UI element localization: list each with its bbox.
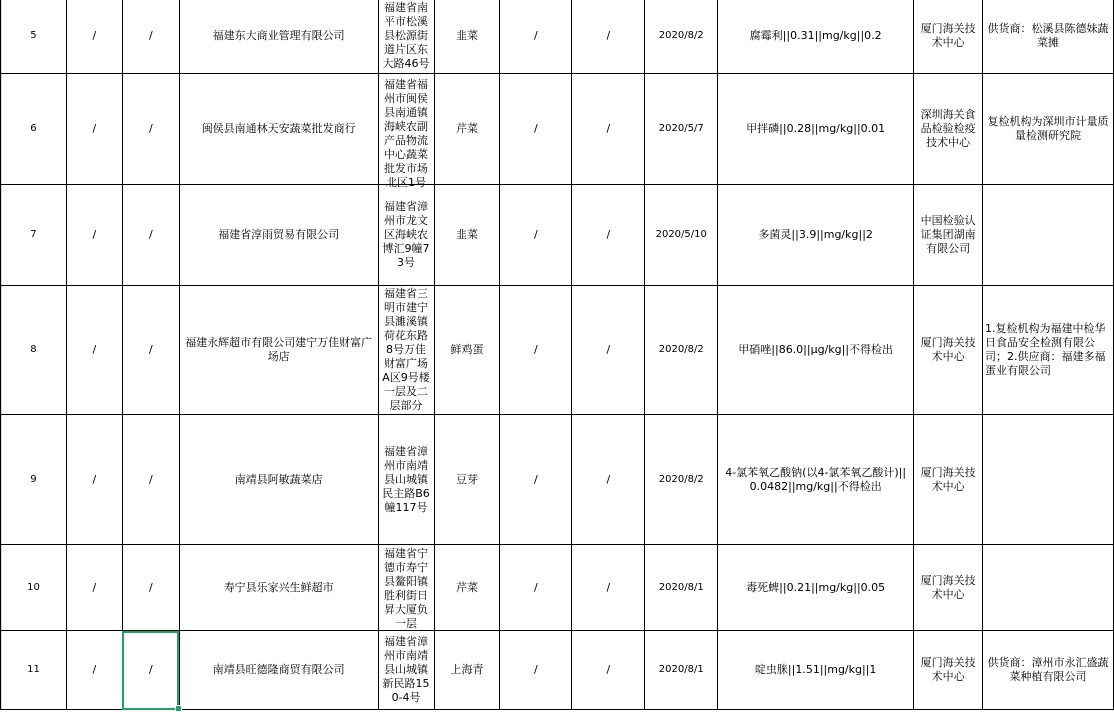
cell-date[interactable]: 2020/8/2	[645, 0, 718, 74]
cell-c3[interactable]: /	[122, 74, 179, 185]
cell-item[interactable]: 毒死蜱||0.21||mg/kg||0.05	[718, 545, 914, 631]
cell-c8[interactable]: /	[572, 415, 645, 545]
table-row	[1, 74, 1114, 185]
table-row	[1, 545, 1114, 631]
cell-product[interactable]: 韭菜	[434, 185, 500, 286]
cell-no[interactable]: 5	[1, 0, 67, 74]
cell-c3[interactable]: /	[122, 286, 179, 415]
cell-c7[interactable]: /	[500, 0, 572, 74]
cell-product[interactable]: 上海青	[434, 631, 500, 710]
cell-date[interactable]: 2020/5/7	[645, 74, 718, 185]
table-row	[1, 631, 1114, 710]
cell-note[interactable]	[983, 185, 1114, 286]
cell-note[interactable]: 1.复检机构为福建中检华日食品安全检测有限公司；2.供应商：福建多福蛋业有限公司	[983, 286, 1114, 415]
cell-note[interactable]: 复检机构为深圳市计量质量检测研究院	[983, 74, 1114, 185]
cell-no[interactable]: 6	[1, 74, 67, 185]
cell-c3[interactable]: /	[122, 545, 179, 631]
cell-no[interactable]: 10	[1, 545, 67, 631]
cell-agency[interactable]: 厦门海关技术中心	[914, 545, 983, 631]
cell-agency[interactable]: 中国检验认证集团湖南有限公司	[914, 185, 983, 286]
cell-c3[interactable]: /	[122, 415, 179, 545]
cell-c7[interactable]: /	[500, 545, 572, 631]
cell-c3[interactable]: /	[122, 0, 179, 74]
cell-product[interactable]: 豆芽	[434, 415, 500, 545]
cell-c2[interactable]: /	[66, 74, 122, 185]
cell-product[interactable]: 鲜鸡蛋	[434, 286, 500, 415]
cell-item[interactable]: 甲硝唑||86.0||μg/kg||不得检出	[718, 286, 914, 415]
cell-address[interactable]	[378, 415, 434, 545]
cell-agency[interactable]: 深圳海关食品检验检疫技术中心	[914, 74, 983, 185]
table-row	[1, 415, 1114, 545]
cell-company[interactable]: 福建东大商业管理有限公司	[179, 0, 378, 74]
cell-agency[interactable]: 厦门海关技术中心	[914, 0, 983, 74]
cell-c8[interactable]: /	[572, 0, 645, 74]
cell-c8[interactable]: /	[572, 185, 645, 286]
cell-c8[interactable]: /	[572, 545, 645, 631]
cell-no[interactable]: 9	[1, 415, 67, 545]
cell-address[interactable]	[378, 631, 434, 710]
address-text: 福建省宁德市寿宁县鳌阳镇胜利街日昇大厦负一层	[384, 546, 429, 630]
cell-c2[interactable]: /	[66, 631, 122, 710]
cell-note[interactable]	[983, 415, 1114, 545]
address-text: 福建省南平市松溪县松源街道片区东大路46号	[382, 0, 430, 70]
cell-address[interactable]	[378, 0, 434, 74]
cell-date[interactable]: 2020/5/10	[645, 185, 718, 286]
address-text: 福建省福州市闽侯县南通镇海峡农副产品物流中心蔬菜批发市场北区1号	[384, 78, 429, 189]
cell-address[interactable]	[378, 545, 434, 631]
cell-item[interactable]: 4-氯苯氧乙酸钠(以4-氯苯氧乙酸计)||0.0482||mg/kg||不得检出	[718, 415, 914, 545]
cell-c2[interactable]: /	[66, 415, 122, 545]
cell-product[interactable]: 韭菜	[434, 0, 500, 74]
cell-c2[interactable]: /	[66, 545, 122, 631]
table-row	[1, 286, 1114, 415]
table-row	[1, 0, 1114, 74]
cell-c8[interactable]: /	[572, 631, 645, 710]
cell-note[interactable]: 供货商：漳州市永汇盛蔬菜种植有限公司	[983, 631, 1114, 710]
cell-date[interactable]: 2020/8/2	[645, 286, 718, 415]
cell-date[interactable]: 2020/8/1	[645, 631, 718, 710]
cell-c2[interactable]: /	[66, 286, 122, 415]
cell-no[interactable]: 8	[1, 286, 67, 415]
cell-note[interactable]: 供货商：松溪县陈德妹蔬菜摊	[983, 0, 1114, 74]
cell-agency[interactable]: 厦门海关技术中心	[914, 415, 983, 545]
cell-address[interactable]	[378, 185, 434, 286]
cell-c7[interactable]: /	[500, 631, 572, 710]
cell-date[interactable]: 2020/8/1	[645, 545, 718, 631]
cell-company[interactable]: 寿宁县乐家兴生鲜超市	[179, 545, 378, 631]
cell-no[interactable]: 7	[1, 185, 67, 286]
cell-note[interactable]	[983, 545, 1114, 631]
address-text: 福建省三明市建宁县濉溪镇荷花东路8号万佳财富广场A区9号楼一层及二层部分	[382, 287, 430, 412]
address-text: 福建省漳州市南靖县山城镇民主路B6幢117号	[382, 444, 430, 514]
cell-agency[interactable]: 厦门海关技术中心	[914, 631, 983, 710]
cell-c2[interactable]: /	[66, 185, 122, 286]
cell-c8[interactable]: /	[572, 286, 645, 415]
cell-no[interactable]: 11	[1, 631, 67, 710]
cell-c8[interactable]: /	[572, 74, 645, 185]
cell-item[interactable]: 多菌灵||3.9||mg/kg||2	[718, 185, 914, 286]
cell-product[interactable]: 芹菜	[434, 74, 500, 185]
cell-item[interactable]: 甲拌磷||0.28||mg/kg||0.01	[718, 74, 914, 185]
cell-product[interactable]: 芹菜	[434, 545, 500, 631]
cell-item[interactable]: 啶虫脒||1.51||mg/kg||1	[718, 631, 914, 710]
cell-address[interactable]	[378, 74, 434, 189]
cell-company[interactable]: 闽侯县南通林天安蔬菜批发商行	[179, 74, 378, 185]
cell-address[interactable]	[378, 286, 434, 415]
cell-c2[interactable]: /	[66, 0, 122, 74]
cell-c3-selected[interactable]: /	[122, 631, 179, 710]
address-text: 福建省漳州市南靖县山城镇新民路150-4号	[382, 635, 430, 704]
cell-c7[interactable]: /	[500, 185, 572, 286]
address-text: 福建省漳州市龙文区海峡农博汇9幢73号	[382, 200, 430, 269]
cell-c7[interactable]: /	[500, 74, 572, 185]
cell-date[interactable]: 2020/8/2	[645, 415, 718, 545]
cell-c7[interactable]: /	[500, 286, 572, 415]
cell-company[interactable]: 福建省淳雨贸易有限公司	[179, 185, 378, 286]
cell-c3[interactable]: /	[122, 185, 179, 286]
cell-company[interactable]: 南靖县阿敏蔬菜店	[179, 415, 378, 545]
cell-company[interactable]: 福建永辉超市有限公司建宁万佳财富广场店	[179, 286, 378, 415]
cell-agency[interactable]: 厦门海关技术中心	[914, 286, 983, 415]
cell-c7[interactable]: /	[500, 415, 572, 545]
table-row	[1, 185, 1114, 286]
cell-item[interactable]: 腐霉利||0.31||mg/kg||0.2	[718, 0, 914, 74]
cell-company[interactable]: 南靖县旺德隆商贸有限公司	[179, 631, 378, 710]
